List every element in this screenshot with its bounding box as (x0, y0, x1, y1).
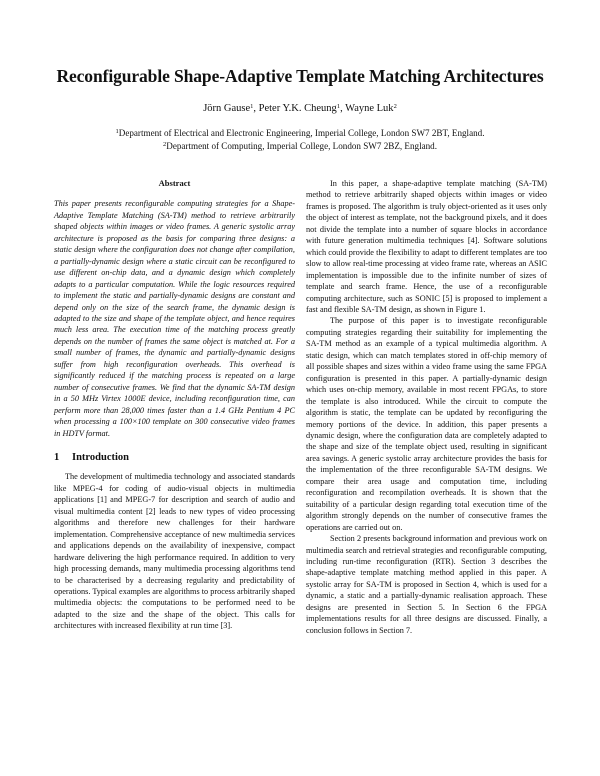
intro-paragraph: The development of multimedia technology and associated standards like MPEG-4 for coding of audio-visual objects in multimedia applications [1] and MPEG-7 for description and search of audio and visual multimedia content [2] leads to new types of video processing algorithms and therefore new challenges for their hardware implementation. Comprehensive acceptance of new multimedia services and applications depends on the availability of inexpensive, compact hardware delivering the high performance required. In addition to very high processing demands, many multimedia processing algorithms tend to be characterised by a decreasing regularity and predictability of operations. Typical examples are algorithms to process arbitrarily shaped multimedia objects: the computations to be performed need to be adapted to the size and the shape of the object. This calls for architectures with increased flexibility at run time [3]. (54, 472, 295, 631)
abstract-heading: Abstract (158, 178, 191, 188)
author-affil-mark: 1 (250, 103, 254, 110)
affiliation-line (0, 127, 600, 140)
author-name: Peter Y.K. Cheung (258, 103, 337, 114)
affiliation-text: Department of Computing, Imperial College, London SW7 2BZ, England. (166, 141, 437, 151)
affiliations (0, 127, 600, 153)
affiliation-line (0, 140, 600, 153)
author-separator: , (340, 103, 346, 114)
author-separator: , (253, 103, 259, 114)
author-affil-mark: 2 (393, 103, 397, 110)
author-list (0, 103, 600, 114)
section-title: Introduction (72, 451, 129, 463)
body-paragraph: The purpose of this paper is to investigate reconfigurable computing strategies regarding their suitability for implementing the SA-TM method as an example of a typical multimedia algorithm. A static design, which can match templates stored in off-chip memory of all possible shapes and sizes within a video frame using the same FPGA configuration is presented in this paper. A partially-dynamic design which uses on-chip memory, available in most recent FPGAs, to store the template is also introduced. While the circuit to compute the algorithm is static, the template can be updated by reconfiguring the memory portions of the device. In addition, this paper presents a dynamic design, where the configuration data are completely adapted to the shape and size of the template object used, resulting in significant area savings. A generic systolic array architecture provides the basis for the implementation of the three reconfigurable SA-TM designs. We compare their area usage and computation time, including reconfiguration and recompilation overheads. It is shown that the suitability of a particular design regarding total execution time of the algorithm strongly depends on the number of consecutive frames the operations are carried out on. (306, 316, 547, 532)
section-heading-introduction (54, 452, 295, 463)
author-affil-mark: 1 (336, 103, 341, 110)
body-paragraph: In this paper, a shape-adaptive template matching (SA-TM) method to retrieve arbitrarily shaped objects within images or video frames is proposed. The algorithm is truly object-oriented as it uses only the object of interest as template, not the background pixels, and it does not divide the template into a number of square blocks in accordance with future generation multimedia techniques [4]. Software solutions which could provide the flexibility to adapt to different templates are too slow to allow real-time processing at video frame rate, whereas an ASIC implementation is impossible due to the infinite number of sizes of template and search frame. Hence, the use of a reconfigurable computing architecture, such as SONIC [5] is proposed to implement a fast and flexible SA-TM design, as shown in Figure 1. (306, 179, 547, 314)
author-name: Wayne Luk (345, 103, 394, 114)
right-column (306, 178, 547, 636)
affil-mark: 2 (163, 141, 167, 148)
affil-mark: 1 (115, 128, 119, 135)
section-number: 1 (54, 451, 60, 463)
author-name: Jörn Gause (203, 103, 251, 114)
left-column (54, 178, 295, 632)
affiliation-text: Department of Electrical and Electronic Engineering, Imperial College, London SW7 2BT, England. (118, 128, 485, 138)
body-paragraph: Section 2 presents background information and previous work on multimedia search and retrieval strategies and reconfigurable computing, including run-time reconfiguration (RTR). Section 3 describes the shape-adaptive template matching method applied in this paper. A systolic array for SA-TM is proposed in Section 4, which is used for a dynamic, a static and a partially-dynamic realisation approach. These designs are presented in Section 5. In Section 6 the FPGA implementations results for all three designs are discussed. Finally, a conclusion follows in Section 7. (306, 534, 547, 635)
abstract-text: This paper presents reconfigurable computing strategies for a Shape-Adaptive Template Matching (SA-TM) method to retrieve arbitrarily shaped objects within images or video frames. A generic systolic array architecture is proposed as the basis for comparing three designs: a static design where the configuration does not change after compilation, a partially-dynamic design where a static circuit can be reconfigured to use different on-chip data, and a dynamic design which completely adapts to a particular computation. While the logic resources required to implement the static and partially-dynamic designs are constant and depend only on the size of the search frame, the dynamic design is adapted to the size and shape of the template object, and hence requires much less area. The execution time of the matching process greatly depends on the number of frames the same object is matched at. For a small number of frames, the dynamic and partially-dynamic designs suffer from high reconfiguration overheads. This overhead is significantly reduced if the matching process is repeated on a large number of consecutive frames. We find that the dynamic SA-TM design in a 50 MHz Virtex 1000E device, including reconfiguration time, can perform more than 28,000 times faster than a 1.4 GHz Pentium 4 PC when processing a 100×100 template on 300 consecutive video frames in HDTV format. (54, 199, 295, 438)
paper-title: Reconfigurable Shape-Adaptive Template Matching Architectures (56, 66, 544, 86)
